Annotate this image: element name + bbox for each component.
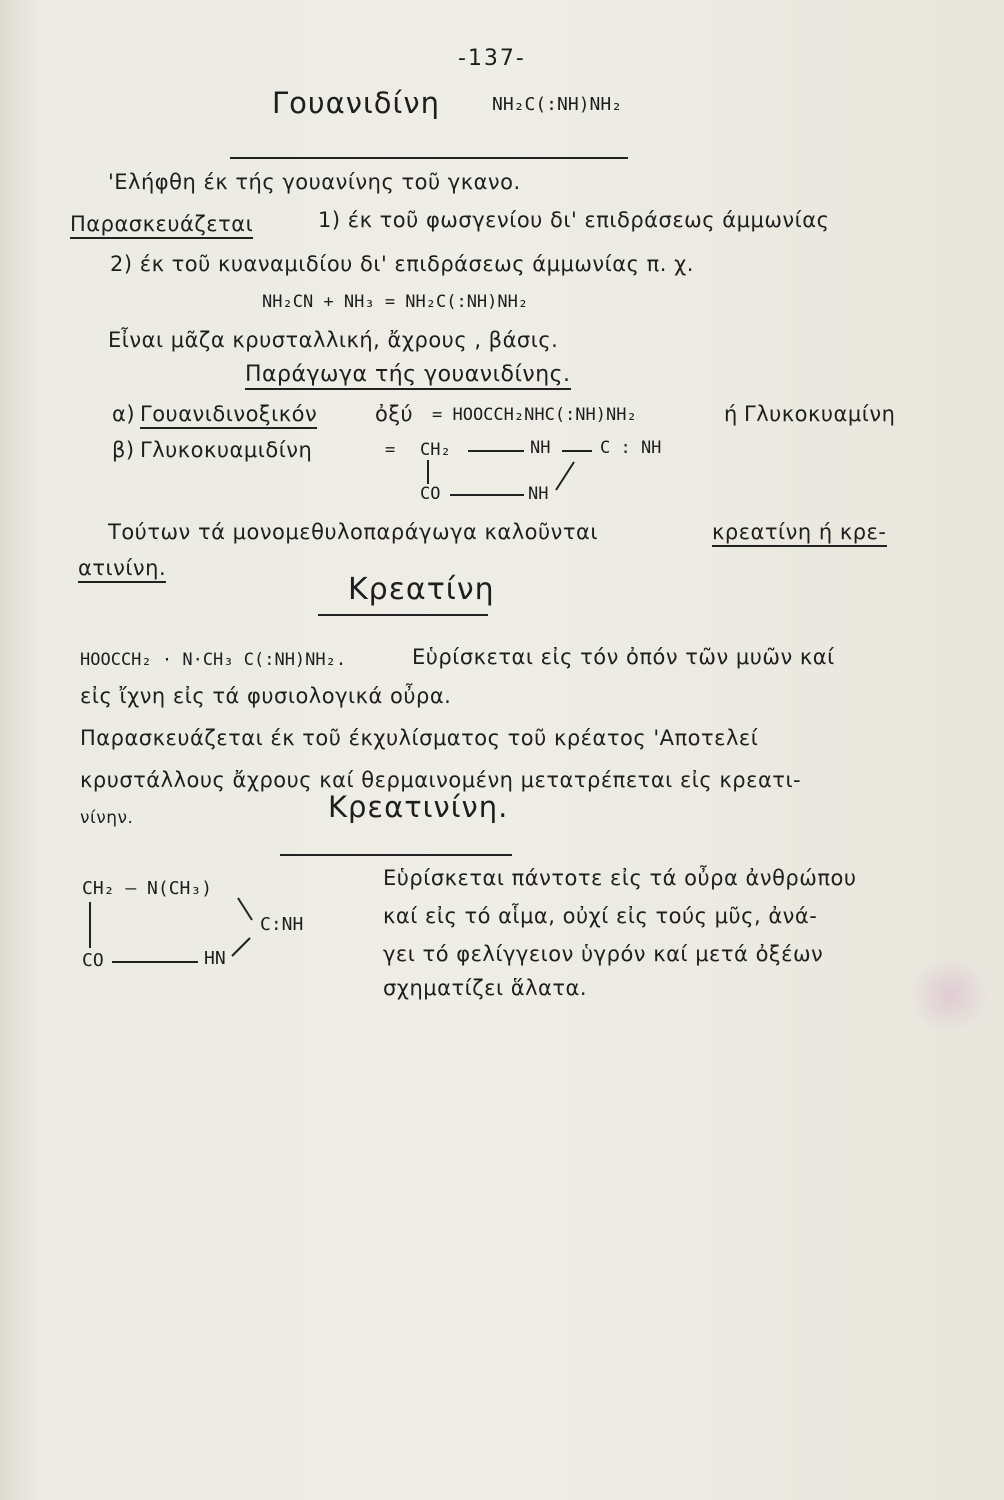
methyl-derivatives-continued: ατινίνη.	[78, 556, 166, 583]
methyl-derivatives-names: κρεατίνη ή κρε-	[712, 520, 887, 547]
page-number: -137-	[458, 46, 526, 71]
creatine-text-line-1: Εὑρίσκεται εἰς τόν ὀπόν τῶν μυῶν καί	[412, 645, 835, 669]
derivative-b-nh-top: NH	[530, 438, 551, 458]
derivative-a-label: α)	[112, 402, 136, 426]
guanidine-formula: NH₂C(:NH)NH₂	[492, 94, 623, 115]
creatine-text-line-5: νίνην.	[80, 808, 134, 828]
derivative-a-formula: = HOOCCH₂NHC(:NH)NH₂	[432, 405, 637, 425]
creatinine-text-line-3: γει τό φελίγγειον ὑγρόν καί μετά ὀξέων	[383, 942, 824, 966]
bond-hn-c	[232, 938, 250, 956]
derivative-b-ch2: CH₂	[420, 440, 451, 460]
creatinine-title: Κρεατινίνη.	[328, 790, 509, 824]
derivative-b-nh-bottom: NH	[528, 484, 549, 504]
derivative-a-acid: ὀξύ	[375, 402, 414, 426]
derivative-b-c-nh: C : NH	[600, 438, 662, 458]
bond-n-c	[238, 898, 252, 920]
creatine-text-line-3: Παρασκευάζεται έκ τοῦ έκχυλίσματος τοῦ κρέατος 'Αποτελεί	[80, 726, 759, 750]
guanidine-obtained: 'Ελήφθη έκ τής γουανίνης τοῦ γκανο.	[108, 170, 521, 194]
creatinine-text-line-2: καί εἰς τό αἷμα, οὐχί εἰς τούς μῦς, ἀνά-	[383, 904, 818, 928]
derivative-b-co: CO	[420, 484, 441, 504]
prep-method-1: 1) έκ τοῦ φωσγενίου δι' επιδράσεως άμμωνίας	[318, 208, 830, 232]
derivative-b-name: Γλυκοκυαμιδίνη	[140, 438, 313, 462]
guanidine-equation: NH₂CN + NH₃ = NH₂C(:NH)NH₂	[262, 292, 529, 312]
creatine-formula: HOOCCH₂ · N·CH₃ C(:NH)NH₂.	[80, 650, 347, 670]
creatinine-c-nh: C:NH	[260, 914, 304, 935]
creatinine-text-line-1: Εὑρίσκεται πάντοτε εἰς τά οὖρα ἀνθρώπου	[383, 866, 857, 890]
creatinine-co: CO	[82, 950, 104, 971]
methyl-derivatives-text: Τούτων τά μονομεθυλοπαράγωγα καλοῦνται	[108, 520, 598, 544]
prep-method-2: 2) έκ τοῦ κυαναμιδίου δι' επιδράσεως άμμωνίας π. χ.	[110, 252, 694, 276]
guanidine-title: Γουανιδίνη	[272, 86, 440, 120]
derivative-b-equals: =	[385, 440, 396, 460]
creatinine-text-line-4: σχηματίζει ἅλατα.	[383, 976, 588, 1000]
creatine-title: Κρεατίνη	[348, 572, 495, 607]
guanidine-description: Εἶναι μᾶζα κρυσταλλική, ἄχρους , βάσις.	[108, 328, 559, 352]
creatine-text-line-2: εἰς ἴχνη εἰς τά φυσιολογικά οὖρα.	[80, 684, 452, 708]
creatine-text-line-4: κρυστάλλους ἄχρους καί θερμαινομένη μετατρέπεται εἰς κρεατι-	[80, 768, 802, 792]
derivative-a-name: Γουανιδινοξικόν	[140, 402, 317, 429]
derivative-a-alt-name: Γλυκοκυαμίνη	[744, 402, 896, 426]
prep-label: Παρασκευάζεται	[70, 212, 253, 239]
creatinine-ch2-group: CH₂ — N(CH₃)	[82, 878, 213, 899]
derivatives-heading: Παράγωγα τής γουανιδίνης.	[245, 362, 571, 390]
derivative-a-or: ή	[724, 402, 738, 426]
derivative-b-label: β)	[112, 438, 135, 462]
creatinine-hn: HN	[204, 948, 226, 969]
